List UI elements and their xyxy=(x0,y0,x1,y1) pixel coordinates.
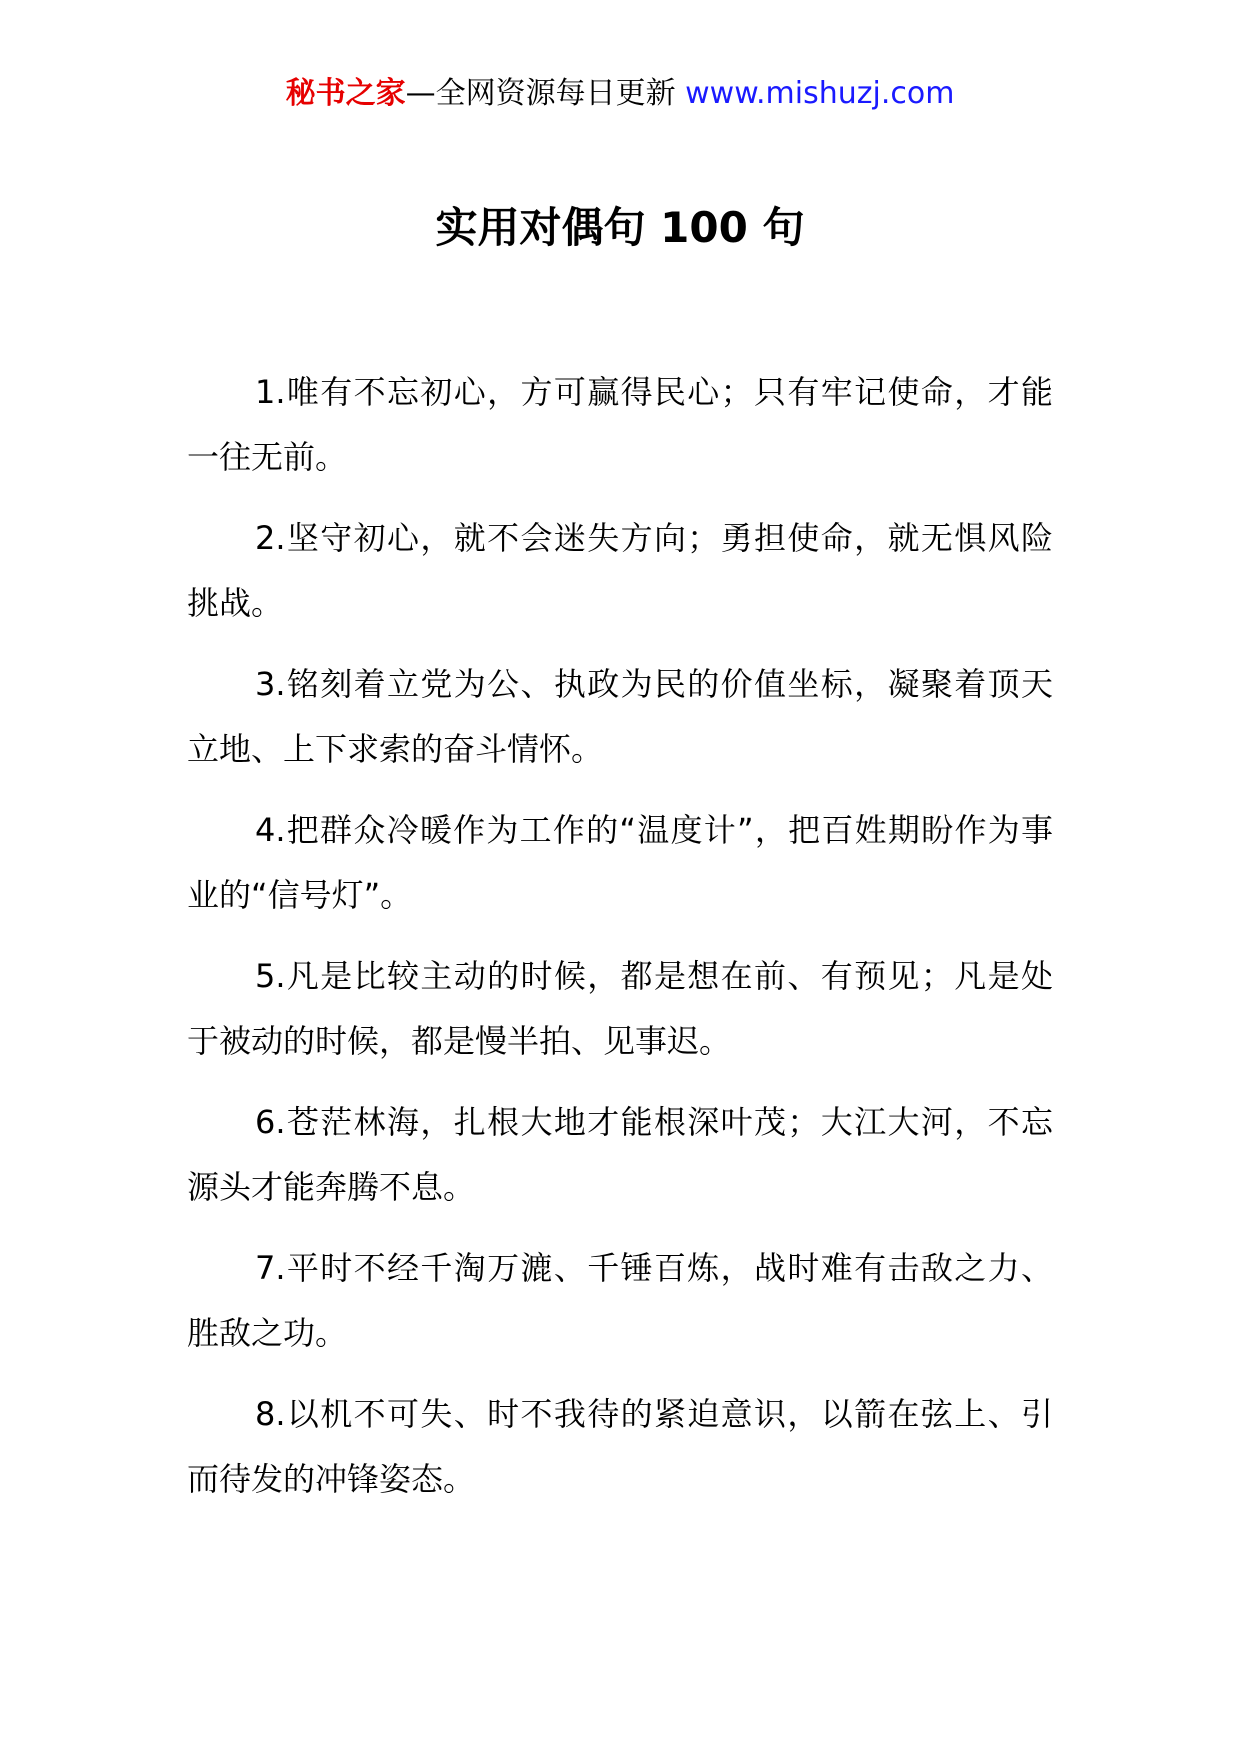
paragraph-4: 4.把群众冷暖作为工作的“温度计”，把百姓期盼作为事业的“信号灯”。 xyxy=(187,811,1053,914)
paragraph-8: 8.以机不可失、时不我待的紧迫意识，以箭在弦上、引而待发的冲锋姿态。 xyxy=(187,1395,1053,1498)
document-body xyxy=(187,360,1053,1528)
paragraph-7: 7.平时不经千淘万漉、千锤百炼，战时难有击敌之力、胜敌之功。 xyxy=(187,1249,1053,1352)
header-tagline: —全网资源每日更新 xyxy=(405,76,676,111)
document-title: 实用对偶句 100 句 xyxy=(435,203,805,252)
paragraph-3: 3.铭刻着立党为公、执政为民的价值坐标，凝聚着顶天立地、上下求索的奋斗情怀。 xyxy=(187,665,1053,768)
site-url-link[interactable]: www.mishuzj.com xyxy=(685,76,955,111)
paragraph-2: 2.坚守初心，就不会迷失方向；勇担使命，就无惧风险挑战。 xyxy=(187,519,1053,622)
paragraph-5: 5.凡是比较主动的时候，都是想在前、有预见；凡是处于被动的时候，都是慢半拍、见事迟。 xyxy=(187,957,1053,1060)
paragraph-1: 1.唯有不忘初心，方可赢得民心；只有牢记使命，才能一往无前。 xyxy=(187,373,1053,476)
paragraph-6: 6.苍茫林海，扎根大地才能根深叶茂；大江大河，不忘源头才能奔腾不息。 xyxy=(187,1103,1053,1206)
site-header xyxy=(0,72,1240,116)
brand-name: 秘书之家 xyxy=(285,76,406,111)
